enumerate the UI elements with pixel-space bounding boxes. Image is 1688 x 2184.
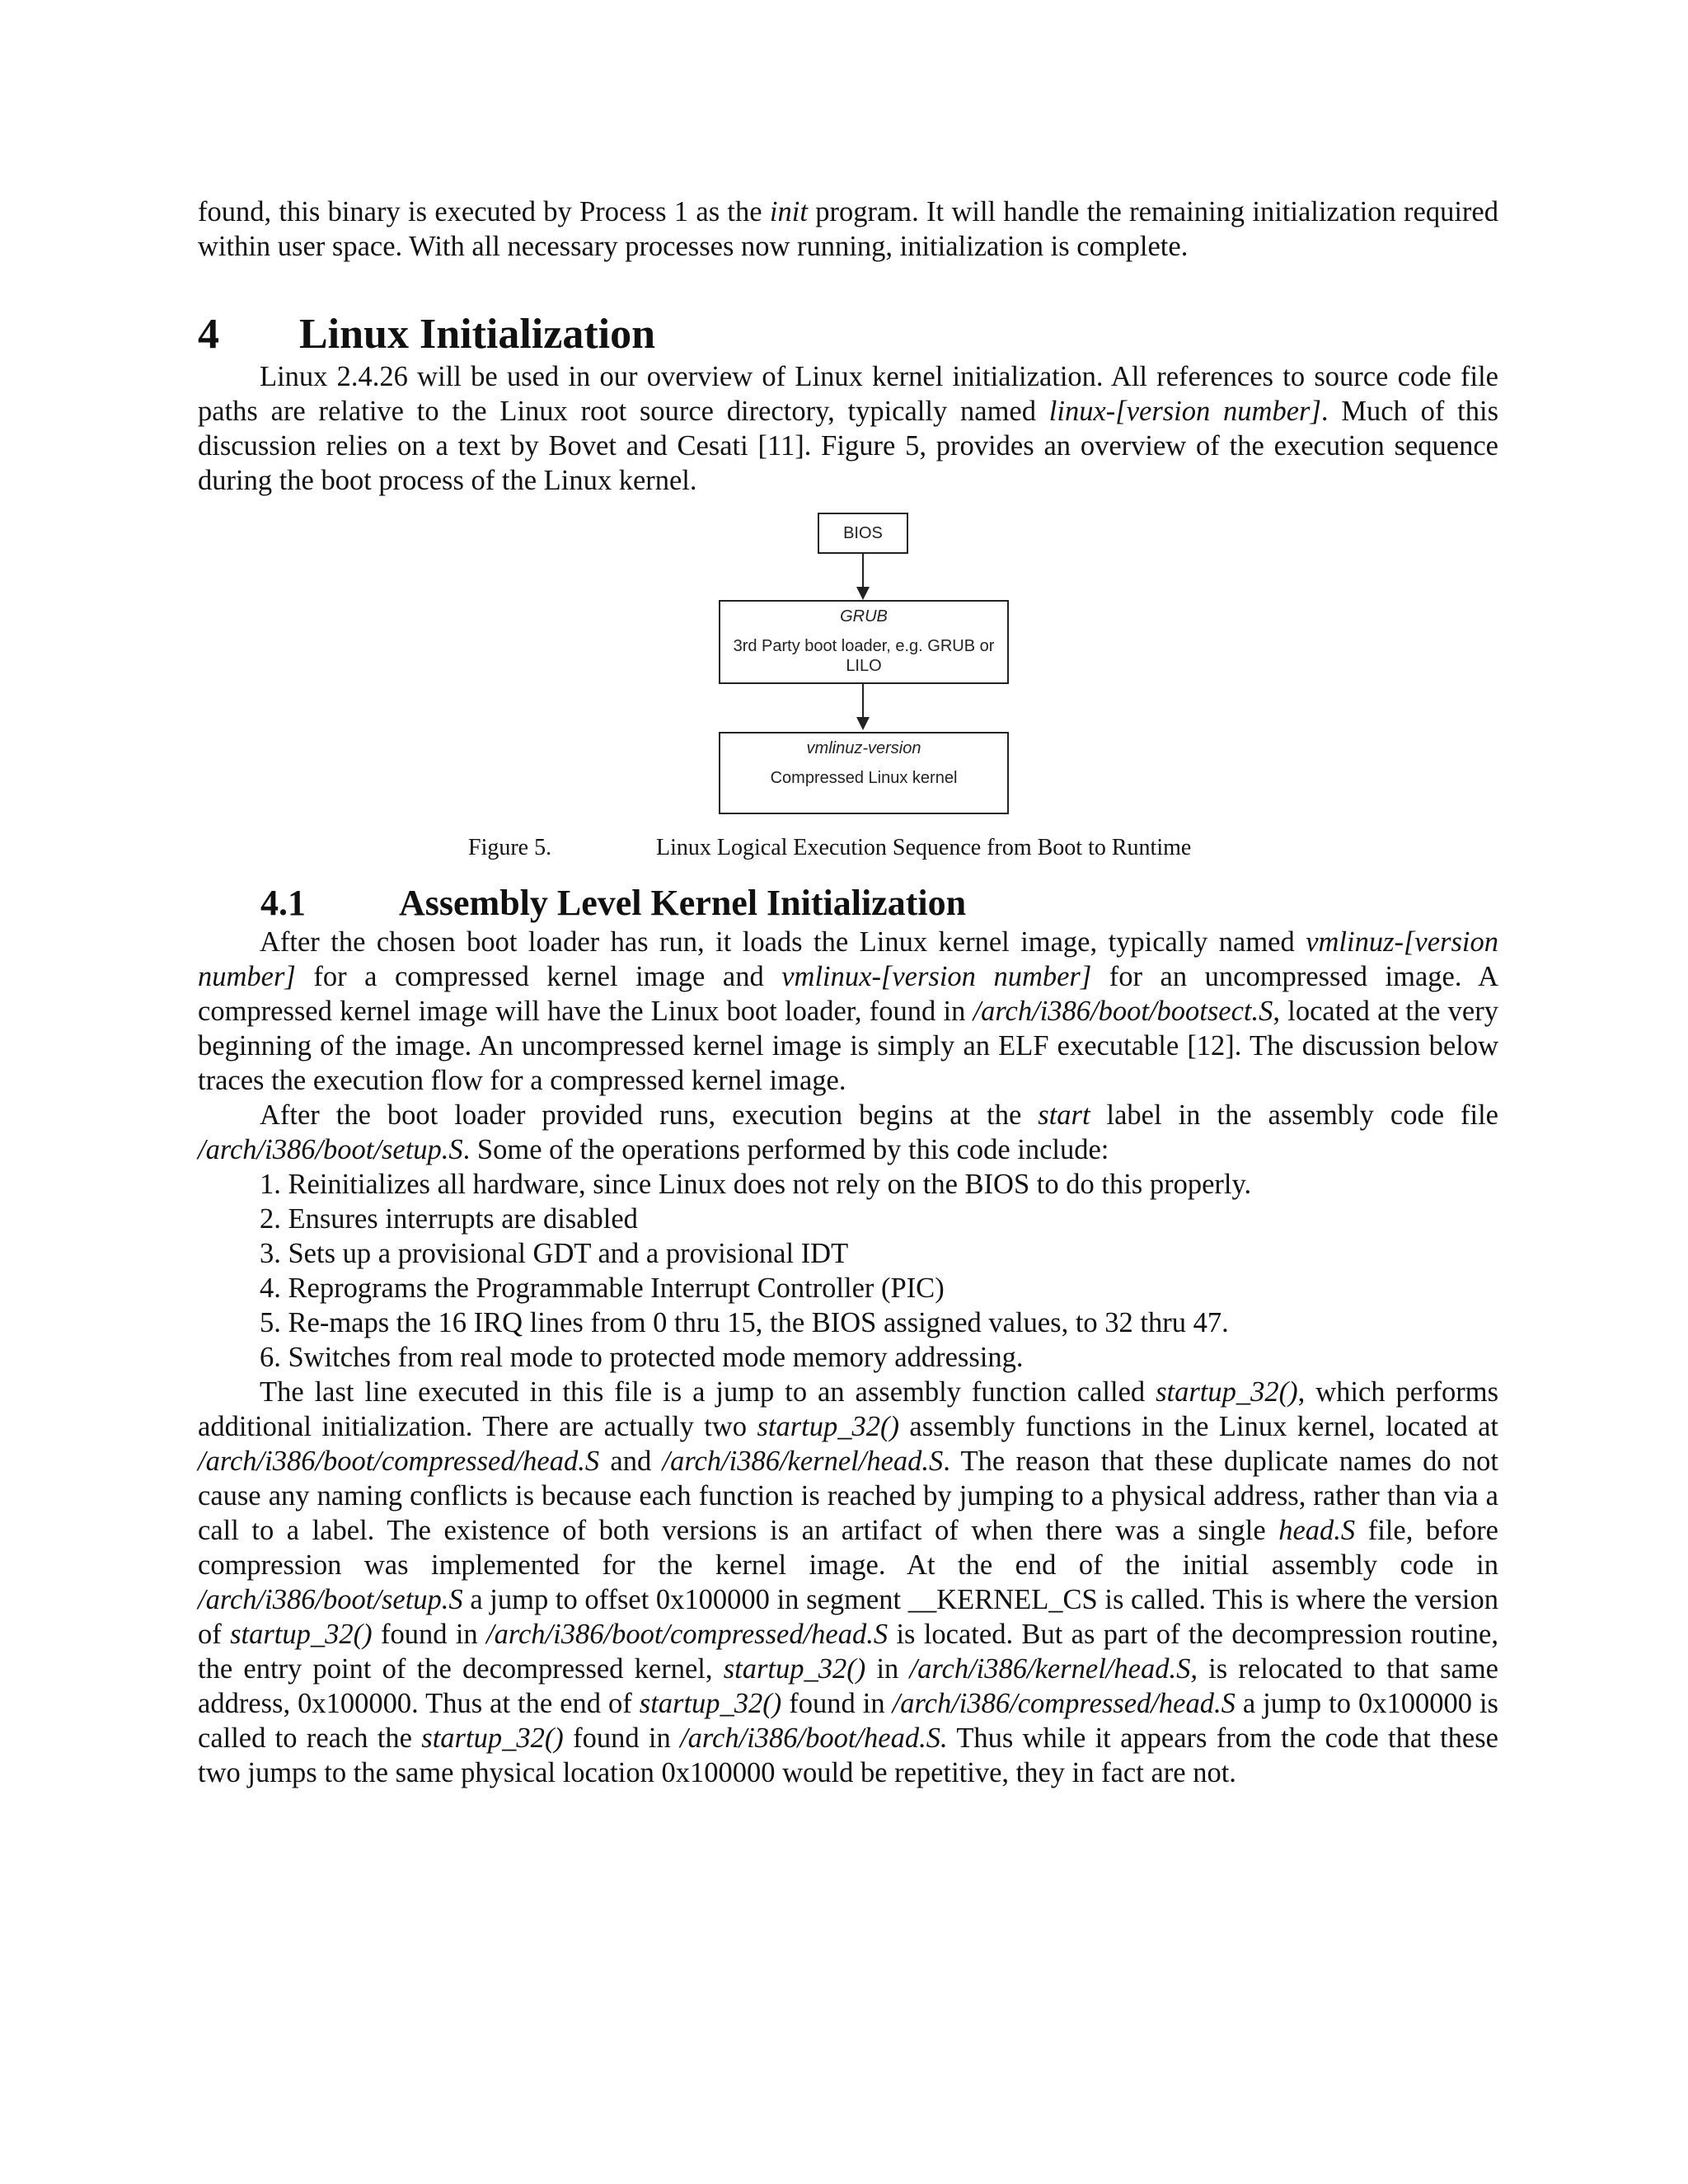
italic-term: startup_32()	[723, 1653, 866, 1685]
vmlinuz-title: vmlinuz-version	[806, 739, 921, 757]
subsection-title: Assembly Level Kernel Initialization	[399, 883, 967, 923]
figure-caption	[198, 827, 1498, 874]
section-4-heading	[198, 310, 1498, 359]
grub-text: 3rd Party boot loader, e.g. GRUB or LILO	[733, 637, 995, 675]
page-content	[198, 194, 1498, 1790]
caption-label: Figure 5.	[468, 835, 552, 860]
list-item: 2. Ensures interrupts are disabled	[260, 1203, 638, 1235]
grub-title: GRUB	[840, 607, 888, 626]
section-title: Linux Initialization	[299, 311, 655, 358]
subsection-number: 4.1	[260, 883, 306, 923]
arrow-2-head	[856, 717, 870, 730]
vmlinuz-box	[719, 732, 1009, 814]
intro-paragraph: found, this binary is executed by Process 1 as the init program. It will handle the remaining initialization required within user space. With all necessary processes now running, initialization is complete.	[198, 196, 1498, 262]
italic-term: init	[769, 196, 808, 227]
bios-label: BIOS	[843, 524, 883, 542]
italic-term: head.S	[1278, 1515, 1356, 1546]
arrow-1	[862, 554, 864, 590]
section-4-paragraph: Linux 2.4.26 will be used in our overview of Linux kernel initialization. All references to source code file paths are relative to the Linux root source directory, typically named linux-[version number]. Much of this discussion relies on a text by Bovet and Cesati [11]. Figure 5, provides an overview of the execution sequence during the boot process of the Linux kernel.	[198, 361, 1498, 496]
italic-term: /arch/i386/boot/compressed/head.S	[486, 1619, 889, 1650]
italic-term: startup_32()	[230, 1619, 373, 1650]
section-4-1-heading	[198, 882, 1498, 925]
list-item: 3. Sets up a provisional GDT and a provisional IDT	[260, 1238, 849, 1269]
list-item: 1. Reinitializes all hardware, since Linux does not rely on the BIOS to do this properly.	[260, 1169, 1252, 1200]
italic-term: vmlinuz-[version number]	[198, 926, 1498, 992]
section-4-1-paragraph-3: The last line executed in this file is a jump to an assembly function called startup_32(), which performs additional initialization. There are actually two startup_32() assembly functions in the Linux kernel, located at /arch/i386/boot/compressed/head.S and /arch/i386/kernel/head.S. The reason that these duplicate names do not cause any naming conflicts is because each function is reached by jumping to a physical address, rather than via a call to a label. The existence of both versions is an artifact of when there was a single head.S file, before compression was implemented for the kernel image. At the end of the initial assembly code in /arch/i386/boot/setup.S a jump to offset 0x100000 in segment __KERNEL_CS is called. This is where the version of startup_32() found in /arch/i386/boot/compressed/head.S is located. But as part of the decompression routine, the entry point of the decompressed kernel, startup_32() in /arch/i386/kernel/head.S, is relocated to that same address, 0x100000. Thus at the end of startup_32() found in /arch/i386/compressed/head.S a jump to 0x100000 is called to reach the startup_32() found in /arch/i386/boot/head.S. Thus while it appears from the code that these two jumps to the same physical location 0x100000 would be repetitive, they in fact are not.	[198, 1376, 1499, 1788]
list-item: 6. Switches from real mode to protected mode memory addressing.	[260, 1342, 1024, 1373]
italic-term: startup_32()	[421, 1722, 564, 1754]
arrow-2	[862, 684, 864, 720]
italic-term: /arch/i386/boot/setup.S	[198, 1584, 463, 1615]
grub-box	[719, 600, 1009, 684]
italic-term: linux-[version number]	[1048, 396, 1321, 427]
list-item: 5. Re-maps the 16 IRQ lines from 0 thru 15, the BIOS assigned values, to 32 thru 47.	[260, 1307, 1229, 1338]
italic-term: /arch/i386/boot/head.S.	[680, 1722, 948, 1754]
section-number: 4	[198, 311, 219, 358]
italic-term: startup_32()	[639, 1688, 782, 1719]
list-item: 4. Reprograms the Programmable Interrupt Controller (PIC)	[260, 1272, 945, 1304]
italic-term: /arch/i386/boot/bootsect.S	[973, 996, 1273, 1027]
italic-term: /arch/i386/compressed/head.S	[892, 1688, 1236, 1719]
italic-term: /arch/i386/kernel/head.S	[662, 1446, 944, 1477]
arrow-1-head	[856, 587, 870, 600]
italic-term: /arch/i386/kernel/head.S,	[909, 1653, 1198, 1685]
vmlinuz-text: Compressed Linux kernel	[770, 769, 958, 787]
italic-term: /arch/i386/boot/setup.S	[198, 1134, 463, 1165]
italic-term: startup_32()	[1156, 1376, 1298, 1408]
section-4-1-paragraph-2: After the boot loader provided runs, execution begins at the start label in the assembly code file /arch/i386/boot/setup.S. Some of the operations performed by this code include:	[198, 1099, 1498, 1165]
italic-term: vmlinux-[version number]	[781, 961, 1092, 992]
bios-box	[818, 513, 908, 554]
italic-term: start	[1038, 1099, 1090, 1131]
italic-term: startup_32()	[757, 1411, 899, 1442]
caption-text: Linux Logical Execution Sequence from Boot to Runtime	[656, 835, 1192, 860]
section-4-1-paragraph-1: After the chosen boot loader has run, it loads the Linux kernel image, typically named vmlinuz-[version number] for a compressed kernel image and vmlinux-[version number] for an uncompressed image. A compressed kernel image will have the Linux boot loader, found in /arch/i386/boot/bootsect.S, located at the very beginning of the image. An uncompressed kernel image is simply an ELF executable [12]. The discussion below traces the execution flow for a compressed kernel image.	[198, 926, 1498, 1096]
operations-list	[198, 1167, 1498, 1375]
italic-term: /arch/i386/boot/compressed/head.S	[198, 1446, 600, 1477]
figure-5-diagram	[198, 498, 1498, 827]
